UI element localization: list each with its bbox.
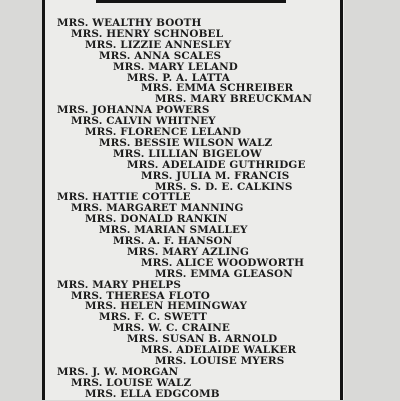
list-item: MRS. DONALD RANKIN	[85, 213, 228, 226]
list-item: MRS. F. C. SWETT	[99, 311, 207, 324]
list-item: MRS. EMMA GLEASON	[155, 267, 293, 280]
list-item: MRS. ALICE WOODWORTH	[141, 256, 305, 269]
list-item: MRS. THERESA FLOTO	[71, 289, 210, 302]
list-item: MRS. MARY LELAND	[113, 60, 238, 73]
list-item: MRS. MARIAN SMALLEY	[99, 224, 248, 237]
list-item: MRS. MARY AZLING	[127, 245, 250, 258]
list-item: MRS. ANNA SCALES	[99, 49, 222, 62]
list-item: MRS. MARY PHELPS	[57, 278, 181, 291]
list-item: MRS. LILLIAN BIGELOW	[113, 147, 262, 160]
list-item: MRS. HATTIE COTTLE	[57, 191, 191, 204]
list-item: MRS. JOHANNA POWERS	[57, 104, 210, 117]
list-item: MRS. ADELAIDE WALKER	[141, 344, 297, 356]
list-item: MRS. BESSIE WILSON WALZ	[99, 136, 273, 149]
list-item: MRS. HELEN HEMINGWAY	[85, 300, 248, 313]
list-item: MRS. WEALTHY BOOTH	[57, 17, 202, 29]
list-item: MRS. SUSAN B. ARNOLD	[127, 333, 278, 346]
list-item: MRS. MARY BREUCKMAN	[155, 93, 313, 106]
list-item: MRS. W. C. CRAINE	[113, 322, 230, 335]
list-item: MRS. ELLA EDGCOMB	[85, 387, 220, 400]
list-item: MRS. CALVIN WHITNEY	[71, 115, 216, 128]
list-item: MRS. LOUISE WALZ	[71, 376, 192, 389]
list-item: MRS. JULIA M. FRANCIS	[141, 169, 290, 182]
list-item: MRS. LOUISE MYERS	[155, 354, 285, 367]
list-item: MRS. FLORENCE LELAND	[85, 126, 242, 138]
list-item: MRS. MARGARET MANNING	[71, 202, 244, 215]
list-item: MRS. S. D. E. CALKINS	[155, 180, 293, 193]
list-item: MRS. HENRY SCHNOBEL	[71, 27, 224, 40]
list-item: MRS. EMMA SCHREIBER	[141, 82, 294, 95]
list-item: MRS. J. W. MORGAN	[57, 365, 179, 378]
list-item: MRS. P. A. LATTA	[127, 71, 230, 84]
list-item: MRS. ADELAIDE GUTHRIDGE	[127, 158, 306, 171]
list-item: MRS. LIZZIE ANNESLEY	[85, 38, 232, 51]
list-item: MRS. A. F. HANSON	[113, 235, 233, 247]
